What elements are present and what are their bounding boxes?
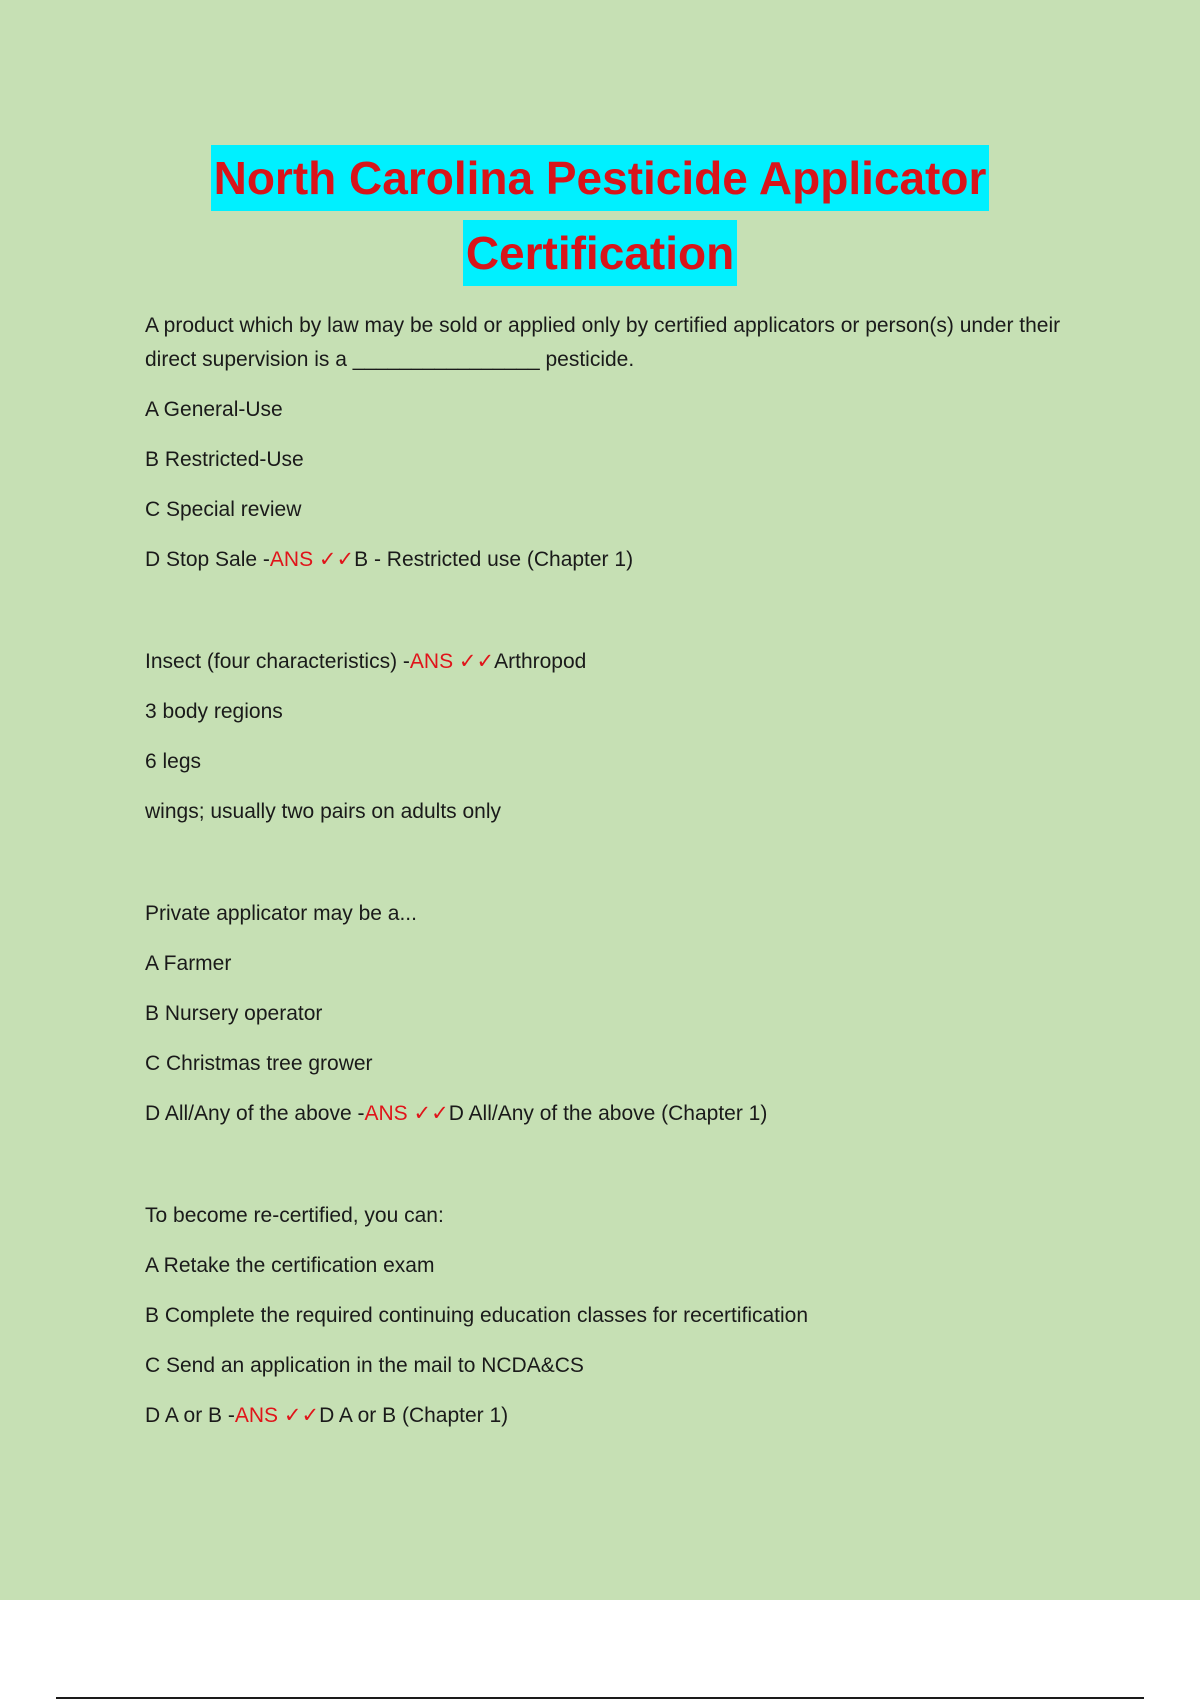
option-a: A Retake the certification exam (145, 1254, 435, 1277)
footer-divider (56, 1697, 1144, 1699)
option-a: A Farmer (145, 952, 232, 975)
option-c: C Special review (145, 498, 302, 521)
option-d-with-answer (145, 543, 1090, 577)
question-block-3 (145, 897, 1090, 1131)
question-block-1 (145, 309, 1090, 577)
option-b: B Restricted-Use (145, 448, 304, 471)
answer-marker: ANS ✓✓ (269, 548, 355, 571)
option-d-with-answer (145, 1097, 1090, 1131)
option-c: C Christmas tree grower (145, 1052, 373, 1075)
answer-text: D A or B (Chapter 1) (319, 1404, 509, 1427)
answer-text: D All/Any of the above (Chapter 1) (448, 1102, 768, 1125)
option-b: B Complete the required continuing education classes for recertification (145, 1304, 809, 1327)
option-d-with-answer (145, 1399, 1090, 1433)
page-title (0, 145, 1200, 295)
question-list (145, 309, 1090, 1449)
option-a: A General-Use (145, 398, 283, 421)
question-prompt: To become re-certified, you can: (145, 1204, 444, 1227)
question-prompt: Insect (four characteristics) - (145, 650, 410, 673)
option-c: C Send an application in the mail to NCDA&CS (145, 1354, 584, 1377)
answer-text: B - Restricted use (Chapter 1) (354, 548, 634, 571)
spacer (145, 1147, 1090, 1199)
question-prompt: Private applicator may be a... (145, 902, 417, 925)
title-line-2: Certification (463, 220, 737, 286)
question-block-2 (145, 645, 1090, 829)
question-block-4 (145, 1199, 1090, 1433)
title-line-1: North Carolina Pesticide Applicator (211, 145, 990, 211)
answer-marker: ANS ✓✓ (364, 1102, 449, 1125)
option-d: D All/Any of the above - (145, 1102, 365, 1125)
answer-detail: wings; usually two pairs on adults only (145, 800, 502, 823)
answer-marker: ANS ✓✓ (234, 1404, 320, 1427)
answer-detail: 3 body regions (145, 700, 283, 723)
spacer (145, 845, 1090, 897)
spacer (145, 593, 1090, 645)
answer-detail: 6 legs (145, 750, 202, 773)
option-d: D A or B - (145, 1404, 235, 1427)
answer-text: Arthropod (494, 650, 587, 673)
option-d: D Stop Sale - (145, 548, 270, 571)
question-prompt: A product which by law may be sold or applied only by certified applicators or person(s) under their direct supervision is a ________________ pesticide. (145, 314, 1061, 371)
answer-marker: ANS ✓✓ (409, 650, 495, 673)
option-b: B Nursery operator (145, 1002, 323, 1025)
question-prompt-with-answer (145, 645, 1090, 679)
